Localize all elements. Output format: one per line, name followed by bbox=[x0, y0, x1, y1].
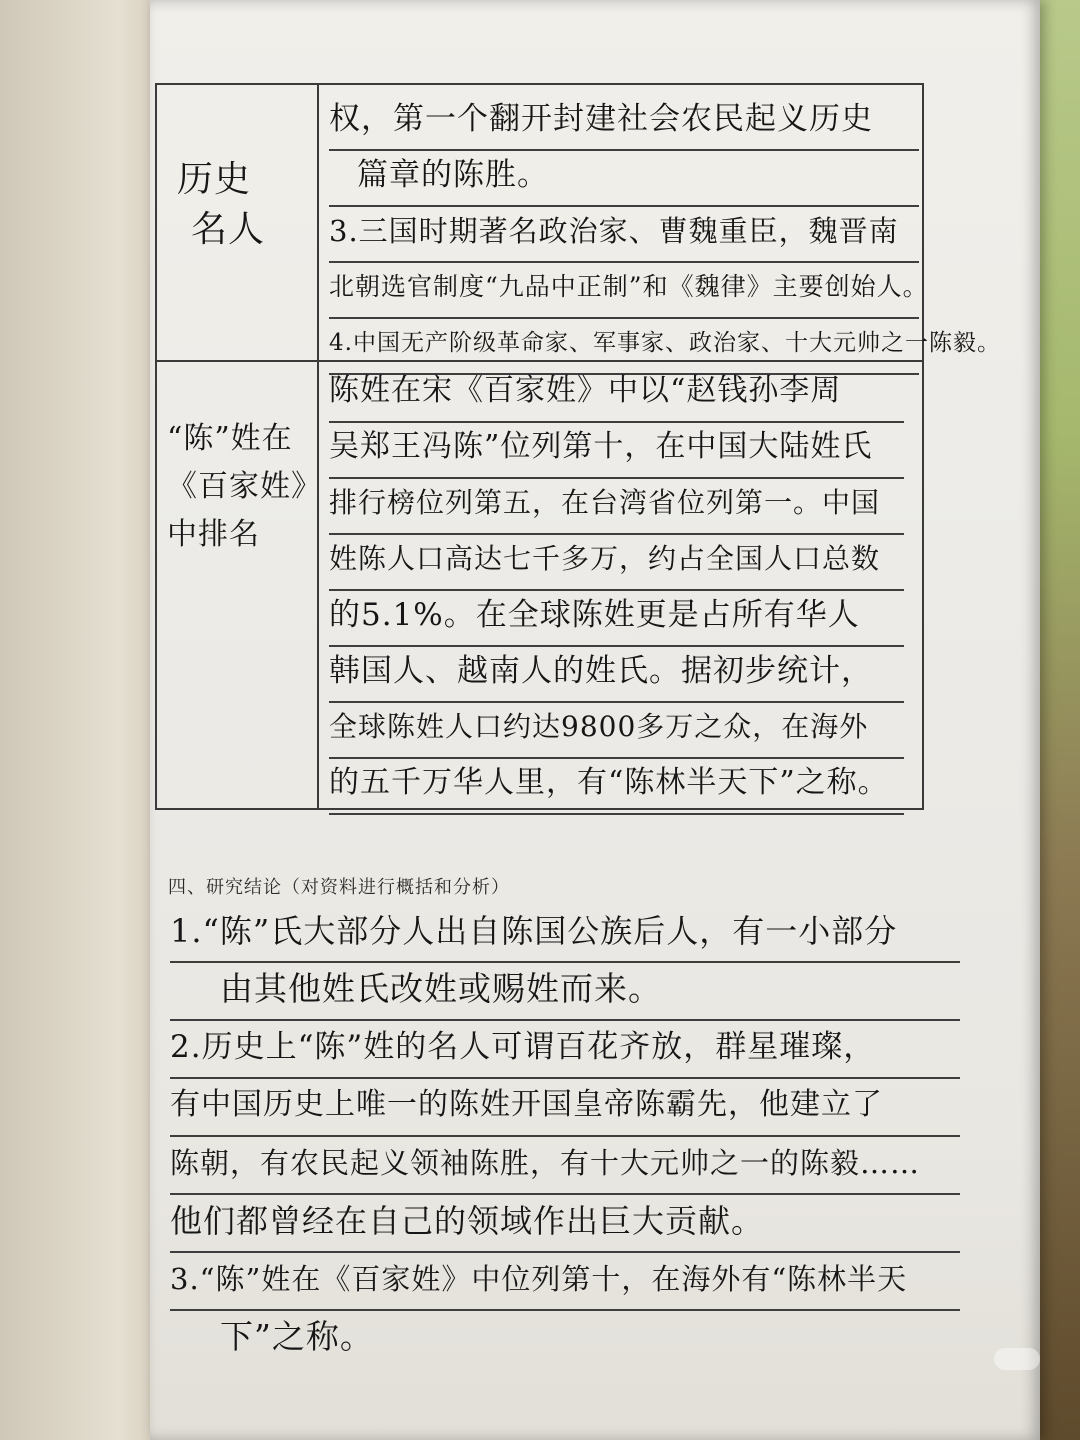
table-text-line: 韩国人、越南人的姓氏。据初步统计， bbox=[329, 647, 904, 703]
table-text-line: 权，第一个翻开封建社会农民起义历史 bbox=[329, 95, 919, 151]
table-text-line: 北朝选官制度“九品中正制”和《魏律》主要创始人。 bbox=[329, 263, 919, 319]
table-text-line: 吴郑王冯陈”位列第十，在中国大陆姓氏 bbox=[329, 423, 904, 479]
table-text-line: 篇章的陈胜。 bbox=[329, 151, 919, 207]
research-table bbox=[155, 83, 1001, 810]
table-text-line: 全球陈姓人口约达9800多万之众，在海外 bbox=[329, 703, 904, 759]
watermark-badge bbox=[994, 1348, 1040, 1370]
row-label-ranking bbox=[167, 415, 322, 559]
table-text-line: 的五千万华人里，有“陈林半天下”之称。 bbox=[329, 759, 904, 815]
conclusion-line: 陈朝，有农民起义领袖陈胜，有十大元帅之一的陈毅…… bbox=[170, 1137, 960, 1195]
conclusion-line: 由其他姓氏改姓或赐姓而来。 bbox=[170, 963, 960, 1021]
row-label-line: 名人 bbox=[191, 209, 266, 250]
section-title-conclusion: 四、研究结论（对资料进行概括和分析） bbox=[168, 877, 510, 898]
table-text-line: 姓陈人口高达七千多万，约占全国人口总数 bbox=[329, 535, 904, 591]
conclusion-line: 3.“陈”姓在《百家姓》中位列第十，在海外有“陈林半天 bbox=[170, 1253, 960, 1311]
row-content-famous-people bbox=[329, 95, 1001, 375]
row-label-line: “陈”姓在 bbox=[167, 421, 293, 456]
row-label-famous-people bbox=[177, 155, 265, 255]
row-content-ranking bbox=[329, 367, 904, 815]
row-label-line: 历史 bbox=[177, 159, 252, 200]
row-label-line: 《百家姓》 bbox=[167, 469, 322, 504]
conclusion-text bbox=[170, 905, 960, 1367]
conclusion-line: 下”之称。 bbox=[220, 1317, 374, 1356]
adjacent-page bbox=[0, 0, 170, 1440]
table-text-line: 4.中国无产阶级革命家、军事家、政治家、十大元帅之一陈毅。 bbox=[329, 319, 919, 375]
adjacent-page-ghost-text bbox=[8, 60, 14, 84]
table-text-line: 的5.1%。在全球陈姓更是占所有华人 bbox=[329, 591, 904, 647]
table-text-line: 陈姓在宋《百家姓》中以“赵钱孙李周 bbox=[329, 367, 904, 423]
table-text-line: 排行榜位列第五，在台湾省位列第一。中国 bbox=[329, 479, 904, 535]
conclusion-line: 2.历史上“陈”姓的名人可谓百花齐放，群星璀璨， bbox=[170, 1021, 960, 1079]
conclusion-line: 1.“陈”氏大部分人出自陈国公族后人，有一小部分 bbox=[170, 905, 960, 963]
row-label-line: 中排名 bbox=[167, 517, 260, 552]
conclusion-line: 有中国历史上唯一的陈姓开国皇帝陈霸先，他建立了 bbox=[170, 1079, 960, 1137]
table-text-line: 3.三国时期著名政治家、曹魏重臣，魏晋南 bbox=[329, 207, 919, 263]
conclusion-line: 他们都曾经在自己的领域作出巨大贡献。 bbox=[170, 1195, 960, 1253]
